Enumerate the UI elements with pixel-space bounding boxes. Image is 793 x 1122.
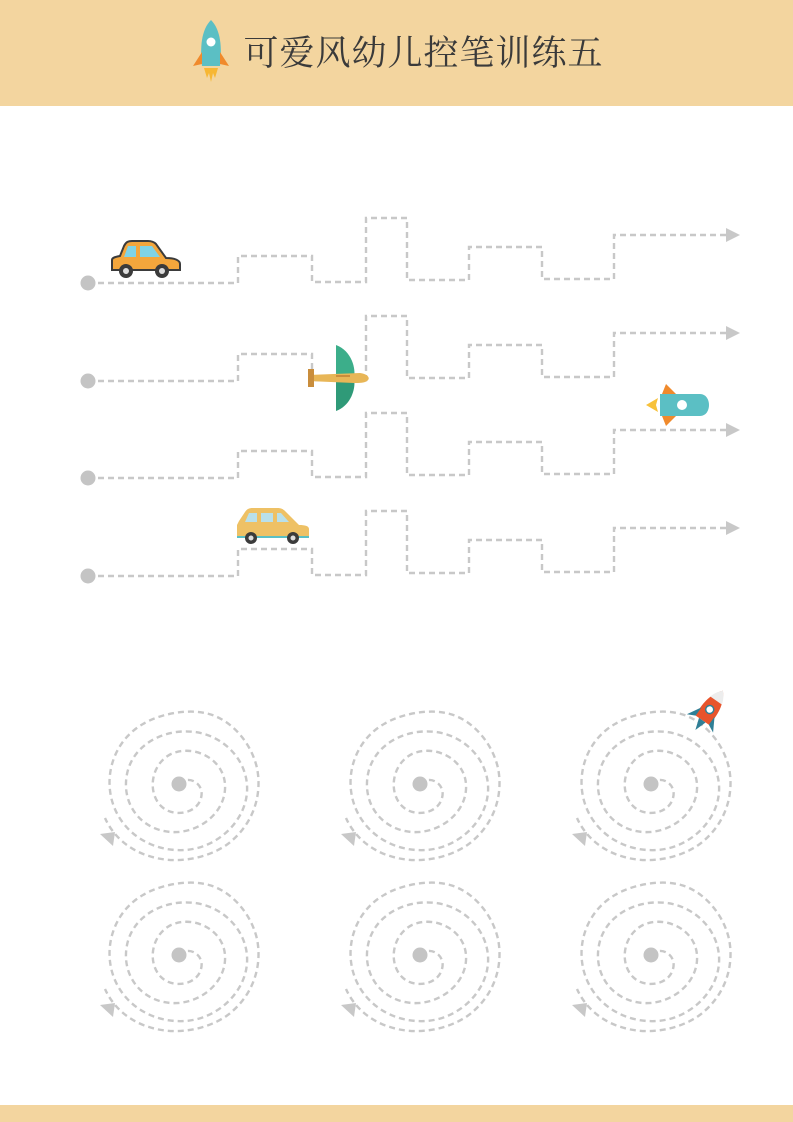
zigzag-row-1[interactable] bbox=[81, 218, 741, 291]
page-title: 可爱风幼儿控笔训练五 bbox=[243, 34, 604, 74]
spiral-4[interactable] bbox=[100, 883, 259, 1031]
yellow-car-icon bbox=[237, 508, 309, 544]
spiral-2[interactable] bbox=[341, 712, 500, 860]
spiral-6[interactable] bbox=[572, 883, 731, 1031]
spiral-5[interactable] bbox=[341, 883, 500, 1031]
spiral-1[interactable] bbox=[100, 712, 259, 860]
orange-car-icon bbox=[112, 241, 180, 278]
zigzag-row-2[interactable] bbox=[81, 316, 741, 389]
spiral-3[interactable] bbox=[572, 712, 731, 860]
teal-rocket-icon bbox=[646, 384, 709, 426]
green-airplane-icon bbox=[308, 345, 369, 411]
zigzag-row-4[interactable] bbox=[81, 511, 741, 584]
zigzag-row-3[interactable] bbox=[81, 413, 741, 486]
